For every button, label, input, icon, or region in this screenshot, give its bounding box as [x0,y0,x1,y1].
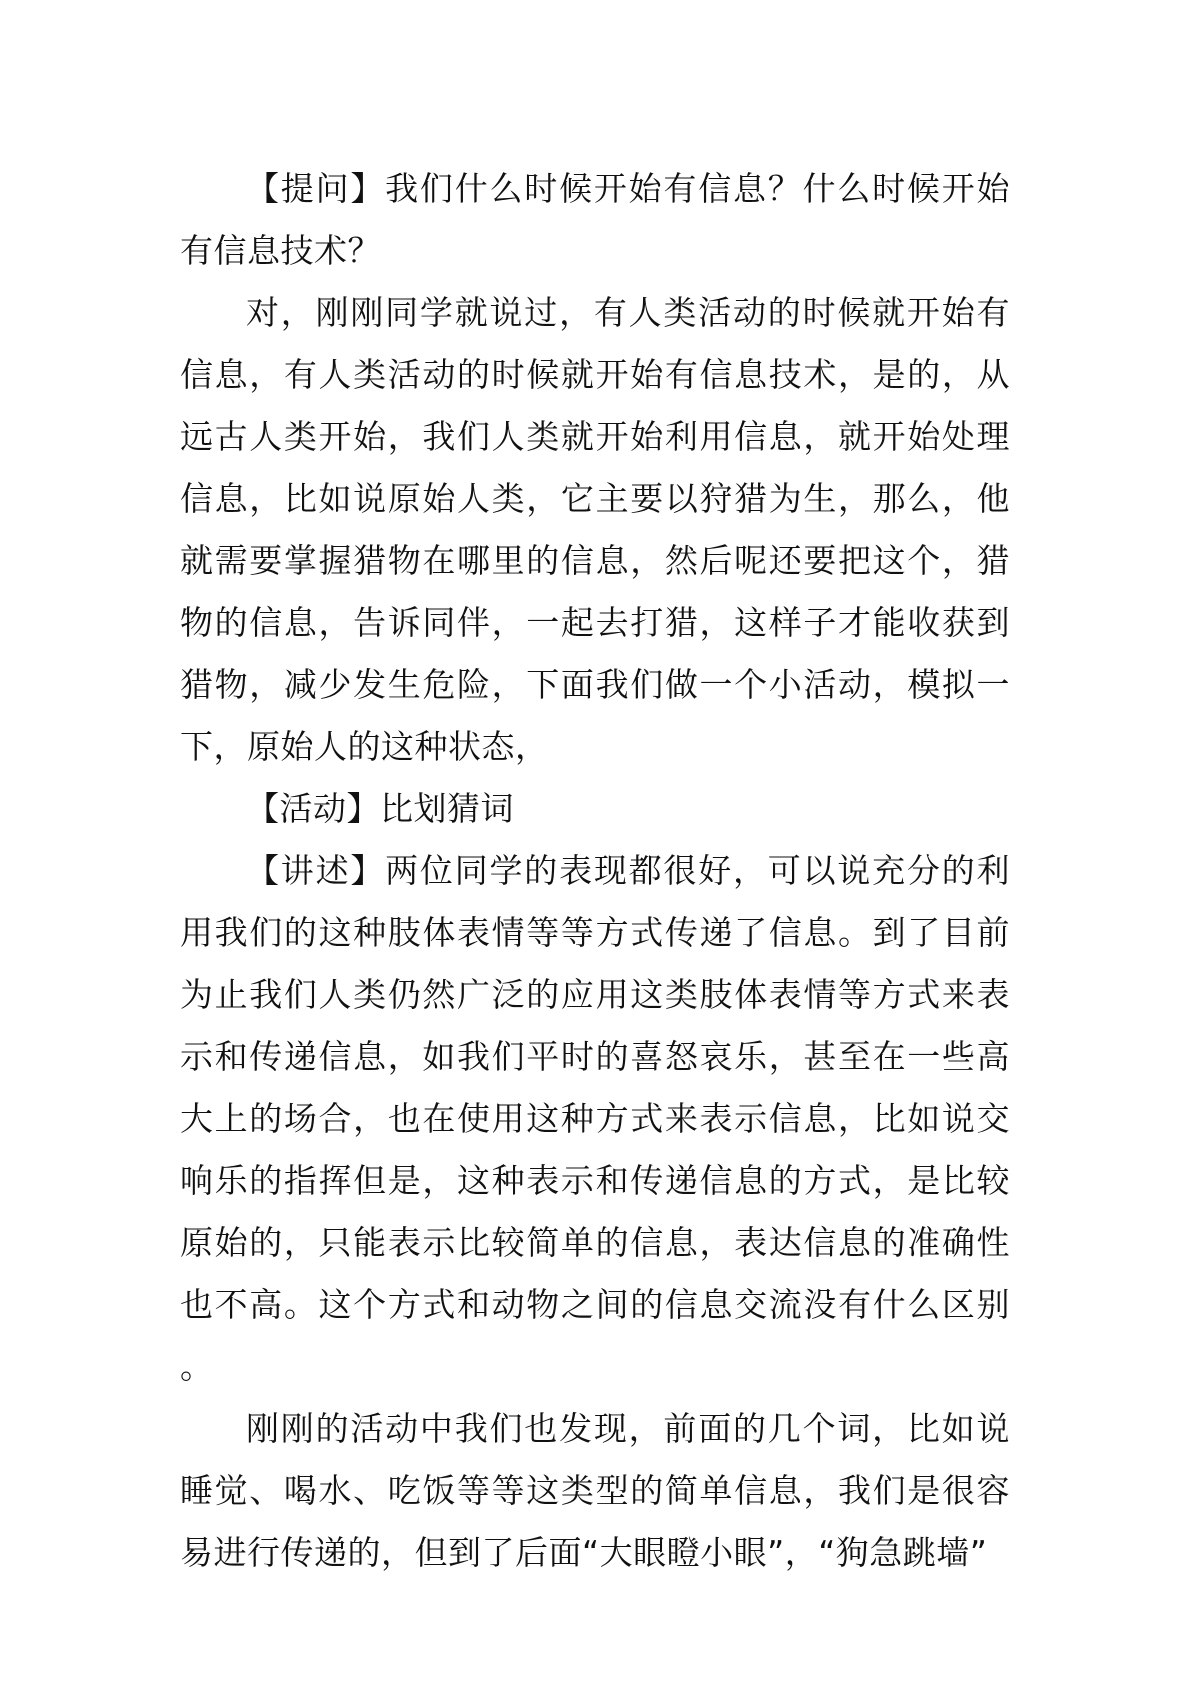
document-body [180,158,1010,1584]
paragraph-answer: 对，刚刚同学就说过，有人类活动的时候就开始有信息，有人类活动的时候就开始有信息技术，是的，从远古人类开始，我们人类就开始利用信息，就开始处理信息，比如说原始人类，它主要以狩猎为生，那么，他就需要掌握猎物在哪里的信息，然后呢还要把这个，猎物的信息，告诉同伴，一起去打猎，这样子才能收获到猎物，减少发生危险，下面我们做一个小活动，模拟一下，原始人的这种状态， [180,293,1010,766]
paragraph-observation: 刚刚的活动中我们也发现，前面的几个词，比如说睡觉、喝水、吃饭等等这类型的简单信息，我们是很容易进行传递的，但到了后面“大眼瞪小眼”，“狗急跳墙” [180,1409,1010,1572]
paragraph-activity: 【活动】比划猜词 [246,789,514,828]
paragraph-question: 【提问】我们什么时候开始有信息？什么时候开始有信息技术？ [180,169,1010,270]
paragraph-lecture: 【讲述】两位同学的表现都很好，可以说充分的利用我们的这种肢体表情等等方式传递了信息。到了目前为止我们人类仍然广泛的应用这类肢体表情等方式来表示和传递信息，如我们平时的喜怒哀乐，甚至在一些高大上的场合，也在使用这种方式来表示信息，比如说交响乐的指挥但是，这种表示和传递信息的方式，是比较原始的，只能表示比较简单的信息，表达信息的准确性也不高。这个方式和动物之间的信息交流没有什么区别。 [180,851,1010,1386]
